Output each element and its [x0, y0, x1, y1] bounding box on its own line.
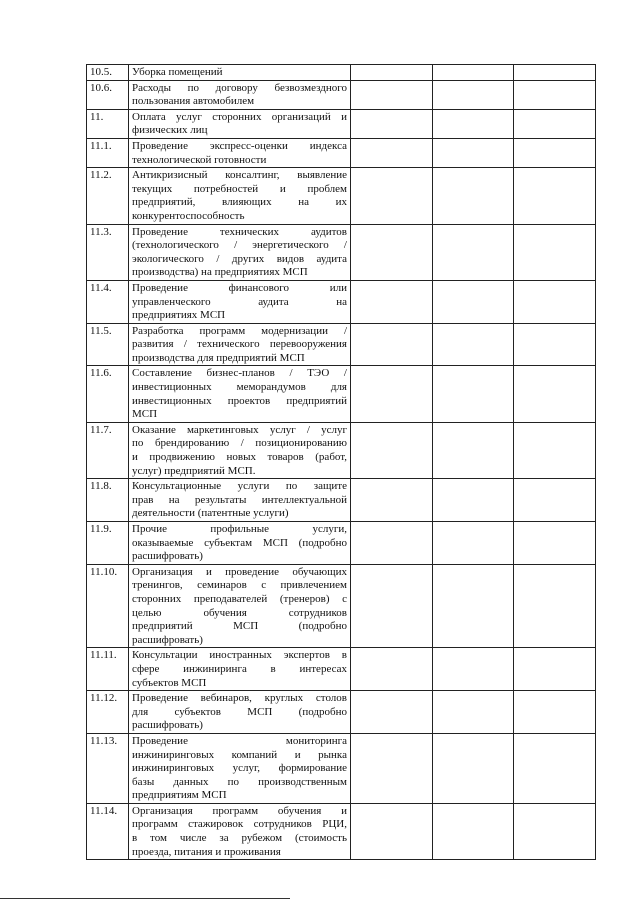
description-line: сторонних преподавателей (тренеров) с: [132, 592, 347, 605]
budget-table: [86, 64, 596, 860]
description-line: Антикризисный консалтинг, выявление: [132, 169, 347, 182]
row-description: [129, 224, 351, 280]
description-line: сфере инжиниринга в интересах: [132, 662, 347, 675]
amount-cell[interactable]: [351, 168, 433, 224]
amount-cell[interactable]: [433, 564, 514, 648]
amount-cell[interactable]: [514, 224, 596, 280]
description-line: базы данных по производственным: [132, 775, 347, 788]
amount-cell[interactable]: [351, 648, 433, 691]
description-line: расшифровать): [132, 550, 203, 563]
amount-cell[interactable]: [514, 479, 596, 522]
amount-cell[interactable]: [433, 366, 514, 422]
amount-cell[interactable]: [514, 280, 596, 323]
row-number: 11.6.: [87, 366, 129, 422]
amount-cell[interactable]: [351, 280, 433, 323]
amount-cell[interactable]: [514, 733, 596, 803]
description-line: текущих потребностей и проблем: [132, 182, 347, 195]
description-line: Прочие профильные услуги,: [132, 523, 347, 535]
description-line: Уборка помещений: [132, 66, 223, 78]
amount-cell[interactable]: [514, 648, 596, 691]
row-description: [129, 65, 351, 81]
description-line: программ стажировок сотрудников РЦИ,: [132, 818, 347, 831]
amount-cell[interactable]: [351, 564, 433, 648]
row-description: [129, 733, 351, 803]
description-line: услуг) предприятий МСП.: [132, 464, 256, 477]
description-line: Оказание маркетинговых услуг / услуг: [132, 423, 347, 436]
table-row: [87, 65, 596, 81]
description-line: управленческого аудита на: [132, 295, 347, 308]
description-line: предприятий, влияющих на их: [132, 196, 347, 209]
description-line: оказываемые субъектам МСП (подробно: [132, 536, 347, 549]
amount-cell[interactable]: [433, 280, 514, 323]
amount-cell[interactable]: [514, 323, 596, 366]
amount-cell[interactable]: [514, 109, 596, 138]
document-page: [86, 64, 595, 860]
row-description: [129, 109, 351, 138]
description-line: конкурентоспособность: [132, 209, 245, 222]
row-number: 11.9.: [87, 522, 129, 565]
description-line: (технологического / энергетического /: [132, 239, 347, 252]
row-number: 11.14.: [87, 803, 129, 859]
description-line: для субъектов МСП (подробно: [132, 705, 347, 718]
description-line: в том числе за рубежом (стоимость: [132, 832, 347, 845]
description-line: Составление бизнес-планов / ТЭО /: [132, 367, 347, 380]
description-line: Организация программ обучения и: [132, 804, 347, 817]
table-row: [87, 733, 596, 803]
row-description: [129, 803, 351, 859]
row-description: [129, 422, 351, 478]
amount-cell[interactable]: [351, 109, 433, 138]
table-row: [87, 366, 596, 422]
amount-cell[interactable]: [351, 422, 433, 478]
table-row: [87, 138, 596, 167]
description-line: инжиниринговых услуг, формирование: [132, 762, 347, 775]
amount-cell[interactable]: [433, 109, 514, 138]
table-row: [87, 280, 596, 323]
description-line: Проведение вебинаров, круглых столов: [132, 692, 347, 705]
description-line: Организация и проведение обучающих: [132, 565, 347, 578]
row-number: 11.3.: [87, 224, 129, 280]
description-line: Проведение финансового или: [132, 281, 347, 294]
table-row: [87, 479, 596, 522]
row-number: 11.13.: [87, 733, 129, 803]
amount-cell[interactable]: [351, 733, 433, 803]
amount-cell[interactable]: [433, 138, 514, 167]
description-line: предприятий МСП (подробно: [132, 620, 347, 633]
amount-cell[interactable]: [433, 80, 514, 109]
table-row: [87, 323, 596, 366]
table-row: [87, 522, 596, 565]
row-number: 11.1.: [87, 138, 129, 167]
description-line: Проведение технических аудитов: [132, 225, 347, 238]
amount-cell[interactable]: [514, 422, 596, 478]
amount-cell[interactable]: [433, 65, 514, 81]
footer-rule: [0, 898, 290, 899]
row-number: 10.5.: [87, 65, 129, 81]
description-line: субъектов МСП: [132, 676, 207, 689]
amount-cell[interactable]: [514, 138, 596, 167]
amount-cell[interactable]: [433, 803, 514, 859]
amount-cell[interactable]: [514, 803, 596, 859]
amount-cell[interactable]: [433, 691, 514, 734]
amount-cell[interactable]: [351, 522, 433, 565]
description-line: Проведение экспресс-оценки индекса: [132, 139, 347, 152]
row-description: [129, 691, 351, 734]
row-description: [129, 648, 351, 691]
row-number: 11.4.: [87, 280, 129, 323]
row-number: 11.10.: [87, 564, 129, 648]
table-row: [87, 224, 596, 280]
row-number: 11.8.: [87, 479, 129, 522]
description-line: Проведение мониторинга: [132, 734, 347, 747]
amount-cell[interactable]: [351, 323, 433, 366]
amount-cell[interactable]: [351, 803, 433, 859]
row-number: 11.2.: [87, 168, 129, 224]
row-description: [129, 479, 351, 522]
description-line: пользования автомобилем: [132, 95, 255, 108]
row-number: 10.6.: [87, 80, 129, 109]
amount-cell[interactable]: [514, 522, 596, 565]
description-line: развития / технического перевооружения: [132, 338, 347, 351]
table-row: [87, 691, 596, 734]
description-line: и продвижению новых товаров (работ,: [132, 451, 347, 464]
row-number: 11.5.: [87, 323, 129, 366]
description-line: Оплата услуг сторонних организаций и: [132, 110, 347, 123]
description-line: МСП: [132, 408, 158, 421]
row-description: [129, 366, 351, 422]
amount-cell[interactable]: [433, 522, 514, 565]
row-number: 11.: [87, 109, 129, 138]
amount-cell[interactable]: [433, 422, 514, 478]
row-number: 11.7.: [87, 422, 129, 478]
table-row: [87, 80, 596, 109]
amount-cell[interactable]: [351, 691, 433, 734]
description-line: производства для предприятий МСП: [132, 351, 305, 364]
amount-cell[interactable]: [433, 479, 514, 522]
description-line: прав на результаты интеллектуальной: [132, 493, 347, 506]
table-row: [87, 422, 596, 478]
amount-cell[interactable]: [351, 80, 433, 109]
amount-cell[interactable]: [351, 366, 433, 422]
amount-cell[interactable]: [514, 168, 596, 224]
description-line: инжиниринговых компаний и рынка: [132, 748, 347, 761]
table-body: [87, 65, 596, 860]
description-line: Расходы по договору безвозмездного: [132, 81, 347, 94]
description-line: предприятиях МСП: [132, 309, 226, 322]
row-description: [129, 138, 351, 167]
description-line: Разработка программ модернизации /: [132, 324, 347, 337]
row-number: 11.11.: [87, 648, 129, 691]
row-description: [129, 323, 351, 366]
description-line: Консультационные услуги по защите: [132, 480, 347, 493]
amount-cell[interactable]: [351, 224, 433, 280]
table-row: [87, 803, 596, 859]
row-description: [129, 168, 351, 224]
amount-cell[interactable]: [351, 65, 433, 81]
table-row: [87, 109, 596, 138]
description-line: расшифровать): [132, 633, 203, 646]
amount-cell[interactable]: [351, 479, 433, 522]
table-row: [87, 564, 596, 648]
amount-cell[interactable]: [433, 224, 514, 280]
description-line: Консультации иностранных экспертов в: [132, 649, 347, 662]
amount-cell[interactable]: [351, 138, 433, 167]
row-description: [129, 564, 351, 648]
description-line: предприятиям МСП: [132, 789, 227, 802]
amount-cell[interactable]: [514, 691, 596, 734]
table-row: [87, 168, 596, 224]
description-line: целью обучения сотрудников: [132, 606, 347, 619]
description-line: инвестиционных меморандумов для: [132, 381, 347, 394]
amount-cell[interactable]: [433, 323, 514, 366]
amount-cell[interactable]: [433, 648, 514, 691]
description-line: проезда, питания и проживания: [132, 845, 281, 858]
description-line: производства) на предприятиях МСП: [132, 266, 308, 279]
description-line: расшифровать): [132, 719, 203, 732]
table-row: [87, 648, 596, 691]
amount-cell[interactable]: [433, 733, 514, 803]
row-description: [129, 522, 351, 565]
amount-cell[interactable]: [433, 168, 514, 224]
row-number: 11.12.: [87, 691, 129, 734]
amount-cell[interactable]: [514, 80, 596, 109]
amount-cell[interactable]: [514, 564, 596, 648]
description-line: тренингов, семинаров с привлечением: [132, 579, 347, 592]
description-line: по брендированию / позиционированию: [132, 437, 347, 450]
description-line: инвестиционных проектов предприятий: [132, 394, 347, 407]
amount-cell[interactable]: [514, 65, 596, 81]
description-line: деятельности (патентные услуги): [132, 507, 289, 520]
description-line: технологической готовности: [132, 153, 267, 166]
amount-cell[interactable]: [514, 366, 596, 422]
description-line: физических лиц: [132, 124, 208, 137]
row-description: [129, 280, 351, 323]
description-line: экологического / других видов аудита: [132, 252, 347, 265]
row-description: [129, 80, 351, 109]
